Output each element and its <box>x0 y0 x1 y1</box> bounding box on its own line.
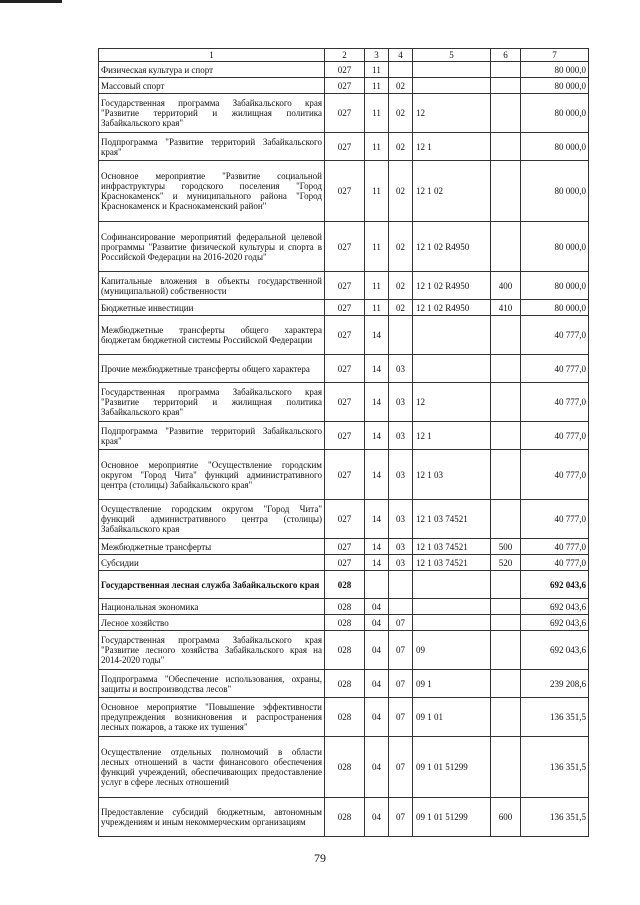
row-amount-cell: 40 777,0 <box>521 500 589 539</box>
row-amount-cell: 80 000,0 <box>521 133 589 161</box>
row-expense-type-cell: 410 <box>491 300 521 316</box>
row-amount-cell: 80 000,0 <box>521 94 589 133</box>
table-row <box>99 737 589 798</box>
row-name-cell: Основное мероприятие "Осуществление городским округом "Город Чита" функций административного центра (столицы) Забайкальского края" <box>99 450 325 500</box>
row-expense-type-cell: 500 <box>491 539 521 555</box>
row-code-cell: 027 <box>325 316 365 355</box>
row-code-cell: 027 <box>325 62 365 78</box>
row-name-cell: Основное мероприятие "Развитие социальной инфраструктуры городского поселения "Город Краснокаменск" и муниципального района "Город Краснокаменск и Краснокаменский район" <box>99 161 325 222</box>
row-expense-type-cell <box>491 615 521 631</box>
row-expense-type-cell <box>491 78 521 94</box>
row-expense-type-cell <box>491 571 521 599</box>
row-subsection-cell: 03 <box>389 355 413 383</box>
scan-corner-mark <box>0 0 62 3</box>
row-expense-type-cell <box>491 62 521 78</box>
row-code-cell: 027 <box>325 450 365 500</box>
row-section-cell: 04 <box>365 698 389 737</box>
row-section-cell: 04 <box>365 670 389 698</box>
row-target-article-cell <box>413 355 491 383</box>
row-section-cell: 04 <box>365 798 389 837</box>
row-expense-type-cell: 600 <box>491 798 521 837</box>
row-expense-type-cell <box>491 222 521 272</box>
row-section-cell: 14 <box>365 355 389 383</box>
row-subsection-cell: 03 <box>389 450 413 500</box>
row-name-cell: Осуществление городским округом "Город Чита" функций административного центра (столицы) Забайкальского края <box>99 500 325 539</box>
table-row <box>99 133 589 161</box>
row-section-cell: 11 <box>365 62 389 78</box>
row-subsection-cell: 02 <box>389 222 413 272</box>
row-expense-type-cell <box>491 355 521 383</box>
table-row <box>99 450 589 500</box>
row-code-cell: 027 <box>325 222 365 272</box>
row-subsection-cell: 03 <box>389 539 413 555</box>
row-amount-cell: 40 777,0 <box>521 539 589 555</box>
row-amount-cell: 136 351,5 <box>521 698 589 737</box>
row-target-article-cell: 12 1 03 <box>413 450 491 500</box>
row-subsection-cell: 07 <box>389 798 413 837</box>
row-subsection-cell: 07 <box>389 631 413 670</box>
row-subsection-cell: 07 <box>389 670 413 698</box>
row-subsection-cell: 02 <box>389 94 413 133</box>
page-number: 79 <box>314 851 326 865</box>
row-subsection-cell: 03 <box>389 383 413 422</box>
row-amount-cell: 239 208,6 <box>521 670 589 698</box>
row-section-cell: 11 <box>365 300 389 316</box>
row-name-cell: Капитальные вложения в объекты государственной (муниципальной) собственности <box>99 272 325 300</box>
header-cell: 5 <box>413 49 491 62</box>
row-target-article-cell: 12 1 02 R4950 <box>413 300 491 316</box>
row-amount-cell: 692 043,6 <box>521 615 589 631</box>
row-section-cell: 11 <box>365 78 389 94</box>
row-amount-cell: 136 351,5 <box>521 737 589 798</box>
row-subsection-cell: 02 <box>389 133 413 161</box>
row-name-cell: Физическая культура и спорт <box>99 62 325 78</box>
row-name-cell: Межбюджетные трансферты общего характера бюджетам бюджетной системы Российской Федерации <box>99 316 325 355</box>
row-name-cell: Софинансирование мероприятий федеральной целевой программы "Развитие физической культуры и спорта в Российской Федерации на 2016-2020 годы" <box>99 222 325 272</box>
header-cell: 1 <box>99 49 325 62</box>
row-code-cell: 028 <box>325 698 365 737</box>
row-code-cell: 027 <box>325 539 365 555</box>
row-target-article-cell: 12 1 <box>413 422 491 450</box>
row-target-article-cell: 12 <box>413 94 491 133</box>
table-row <box>99 94 589 133</box>
row-target-article-cell: 12 1 03 74521 <box>413 500 491 539</box>
row-subsection-cell: 03 <box>389 422 413 450</box>
row-code-cell: 027 <box>325 94 365 133</box>
row-code-cell: 028 <box>325 631 365 670</box>
row-code-cell: 028 <box>325 571 365 599</box>
row-name-cell: Лесное хозяйство <box>99 615 325 631</box>
row-name-cell: Осуществление отдельных полномочий в области лесных отношений в части финансового обеспечения функций учреждений, обеспечивающих предоставление услуг в сфере лесных отношений <box>99 737 325 798</box>
row-target-article-cell: 09 <box>413 631 491 670</box>
row-expense-type-cell <box>491 698 521 737</box>
row-target-article-cell: 12 1 02 R4950 <box>413 272 491 300</box>
table-row <box>99 300 589 316</box>
table-row <box>99 599 589 615</box>
row-code-cell: 028 <box>325 615 365 631</box>
row-expense-type-cell <box>491 631 521 670</box>
row-subsection-cell: 02 <box>389 300 413 316</box>
row-code-cell: 027 <box>325 555 365 571</box>
row-name-cell: Государственная программа Забайкальского края "Развитие территорий и жилищная политика Забайкальского края" <box>99 383 325 422</box>
row-amount-cell: 692 043,6 <box>521 599 589 615</box>
row-code-cell: 027 <box>325 161 365 222</box>
row-amount-cell: 80 000,0 <box>521 62 589 78</box>
table-row <box>99 539 589 555</box>
row-name-cell: Межбюджетные трансферты <box>99 539 325 555</box>
table-row <box>99 316 589 355</box>
row-code-cell: 027 <box>325 500 365 539</box>
row-amount-cell: 80 000,0 <box>521 222 589 272</box>
row-section-cell: 04 <box>365 599 389 615</box>
row-code-cell: 028 <box>325 798 365 837</box>
row-name-cell: Массовый спорт <box>99 78 325 94</box>
row-section-cell: 11 <box>365 222 389 272</box>
row-subsection-cell: 02 <box>389 272 413 300</box>
row-name-cell: Подпрограмма "Развитие территорий Забайкальского края" <box>99 133 325 161</box>
row-target-article-cell: 09 1 <box>413 670 491 698</box>
table-row <box>99 161 589 222</box>
row-section-cell: 04 <box>365 615 389 631</box>
table-header-row <box>99 49 589 62</box>
row-section-cell: 04 <box>365 631 389 670</box>
row-target-article-cell: 12 1 03 74521 <box>413 539 491 555</box>
row-subsection-cell: 03 <box>389 555 413 571</box>
row-name-cell: Государственная программа Забайкальского края "Развитие лесного хозяйства Забайкальского края на 2014-2020 годы" <box>99 631 325 670</box>
table-row <box>99 78 589 94</box>
row-section-cell: 11 <box>365 161 389 222</box>
row-code-cell: 027 <box>325 272 365 300</box>
row-subsection-cell: 02 <box>389 78 413 94</box>
row-target-article-cell <box>413 599 491 615</box>
row-section-cell: 11 <box>365 272 389 300</box>
row-section-cell: 14 <box>365 500 389 539</box>
header-cell: 4 <box>389 49 413 62</box>
row-target-article-cell: 09 1 01 51299 <box>413 798 491 837</box>
row-target-article-cell <box>413 62 491 78</box>
row-target-article-cell: 12 1 03 74521 <box>413 555 491 571</box>
budget-table <box>98 48 589 837</box>
row-code-cell: 027 <box>325 133 365 161</box>
row-name-cell: Субсидии <box>99 555 325 571</box>
row-section-cell <box>365 571 389 599</box>
row-section-cell: 14 <box>365 450 389 500</box>
row-name-cell: Предоставление субсидий бюджетным, автономным учреждениям и иным некоммерческим организациям <box>99 798 325 837</box>
header-cell: 6 <box>491 49 521 62</box>
row-amount-cell: 40 777,0 <box>521 450 589 500</box>
row-target-article-cell <box>413 571 491 599</box>
row-amount-cell: 40 777,0 <box>521 383 589 422</box>
row-amount-cell: 692 043,6 <box>521 571 589 599</box>
table-row <box>99 422 589 450</box>
row-subsection-cell <box>389 316 413 355</box>
header-cell: 2 <box>325 49 365 62</box>
row-subsection-cell <box>389 571 413 599</box>
row-amount-cell: 40 777,0 <box>521 555 589 571</box>
row-target-article-cell <box>413 316 491 355</box>
row-target-article-cell: 12 1 02 R4950 <box>413 222 491 272</box>
row-expense-type-cell <box>491 316 521 355</box>
row-target-article-cell: 12 1 <box>413 133 491 161</box>
row-amount-cell: 80 000,0 <box>521 300 589 316</box>
row-code-cell: 028 <box>325 670 365 698</box>
row-target-article-cell <box>413 615 491 631</box>
row-subsection-cell: 03 <box>389 500 413 539</box>
row-name-cell: Основное мероприятие "Повышение эффективности предупреждения возникновения и распространения лесных пожаров, а также их тушения" <box>99 698 325 737</box>
row-target-article-cell: 12 1 02 <box>413 161 491 222</box>
row-name-cell: Государственная программа Забайкальского края "Развитие территорий и жилищная политика Забайкальского края" <box>99 94 325 133</box>
row-code-cell: 027 <box>325 422 365 450</box>
row-section-cell: 14 <box>365 422 389 450</box>
table-row <box>99 272 589 300</box>
row-amount-cell: 40 777,0 <box>521 316 589 355</box>
table-row <box>99 500 589 539</box>
header-cell: 3 <box>365 49 389 62</box>
table-row <box>99 62 589 78</box>
row-amount-cell: 80 000,0 <box>521 78 589 94</box>
table-row <box>99 631 589 670</box>
row-subsection-cell: 07 <box>389 615 413 631</box>
row-section-cell: 14 <box>365 383 389 422</box>
row-code-cell: 027 <box>325 383 365 422</box>
row-section-cell: 11 <box>365 133 389 161</box>
row-amount-cell: 692 043,6 <box>521 631 589 670</box>
row-amount-cell: 80 000,0 <box>521 272 589 300</box>
row-expense-type-cell <box>491 737 521 798</box>
row-expense-type-cell <box>491 383 521 422</box>
row-section-cell: 14 <box>365 555 389 571</box>
row-amount-cell: 40 777,0 <box>521 355 589 383</box>
row-name-cell: Бюджетные инвестиции <box>99 300 325 316</box>
table-row <box>99 383 589 422</box>
row-name-cell: Прочие межбюджетные трансферты общего характера <box>99 355 325 383</box>
row-expense-type-cell: 520 <box>491 555 521 571</box>
header-cell: 7 <box>521 49 589 62</box>
row-code-cell: 028 <box>325 599 365 615</box>
row-subsection-cell: 02 <box>389 161 413 222</box>
row-subsection-cell: 07 <box>389 737 413 798</box>
row-section-cell: 04 <box>365 737 389 798</box>
table-row <box>99 615 589 631</box>
row-code-cell: 028 <box>325 737 365 798</box>
row-expense-type-cell <box>491 422 521 450</box>
table-row <box>99 798 589 837</box>
row-expense-type-cell <box>491 500 521 539</box>
row-section-cell: 14 <box>365 539 389 555</box>
row-section-cell: 14 <box>365 316 389 355</box>
row-name-cell: Государственная лесная служба Забайкальского края <box>99 571 325 599</box>
table-row <box>99 355 589 383</box>
table-row <box>99 698 589 737</box>
row-expense-type-cell <box>491 450 521 500</box>
row-target-article-cell <box>413 78 491 94</box>
row-code-cell: 027 <box>325 78 365 94</box>
row-amount-cell: 136 351,5 <box>521 798 589 837</box>
row-amount-cell: 40 777,0 <box>521 422 589 450</box>
row-expense-type-cell <box>491 670 521 698</box>
table-row <box>99 222 589 272</box>
row-name-cell: Национальная экономика <box>99 599 325 615</box>
row-expense-type-cell <box>491 161 521 222</box>
row-code-cell: 027 <box>325 355 365 383</box>
table-row <box>99 555 589 571</box>
row-target-article-cell: 09 1 01 <box>413 698 491 737</box>
table-row <box>99 571 589 599</box>
table-row <box>99 670 589 698</box>
row-subsection-cell <box>389 599 413 615</box>
row-expense-type-cell <box>491 94 521 133</box>
row-name-cell: Подпрограмма "Развитие территорий Забайкальского края" <box>99 422 325 450</box>
row-name-cell: Подпрограмма "Обеспечение использования, охраны, защиты и воспроизводства лесов" <box>99 670 325 698</box>
row-subsection-cell <box>389 62 413 78</box>
row-section-cell: 11 <box>365 94 389 133</box>
row-amount-cell: 80 000,0 <box>521 161 589 222</box>
row-code-cell: 027 <box>325 300 365 316</box>
row-expense-type-cell <box>491 133 521 161</box>
row-subsection-cell: 07 <box>389 698 413 737</box>
row-expense-type-cell: 400 <box>491 272 521 300</box>
row-expense-type-cell <box>491 599 521 615</box>
row-target-article-cell: 09 1 01 51299 <box>413 737 491 798</box>
table-body <box>99 49 589 837</box>
row-target-article-cell: 12 <box>413 383 491 422</box>
